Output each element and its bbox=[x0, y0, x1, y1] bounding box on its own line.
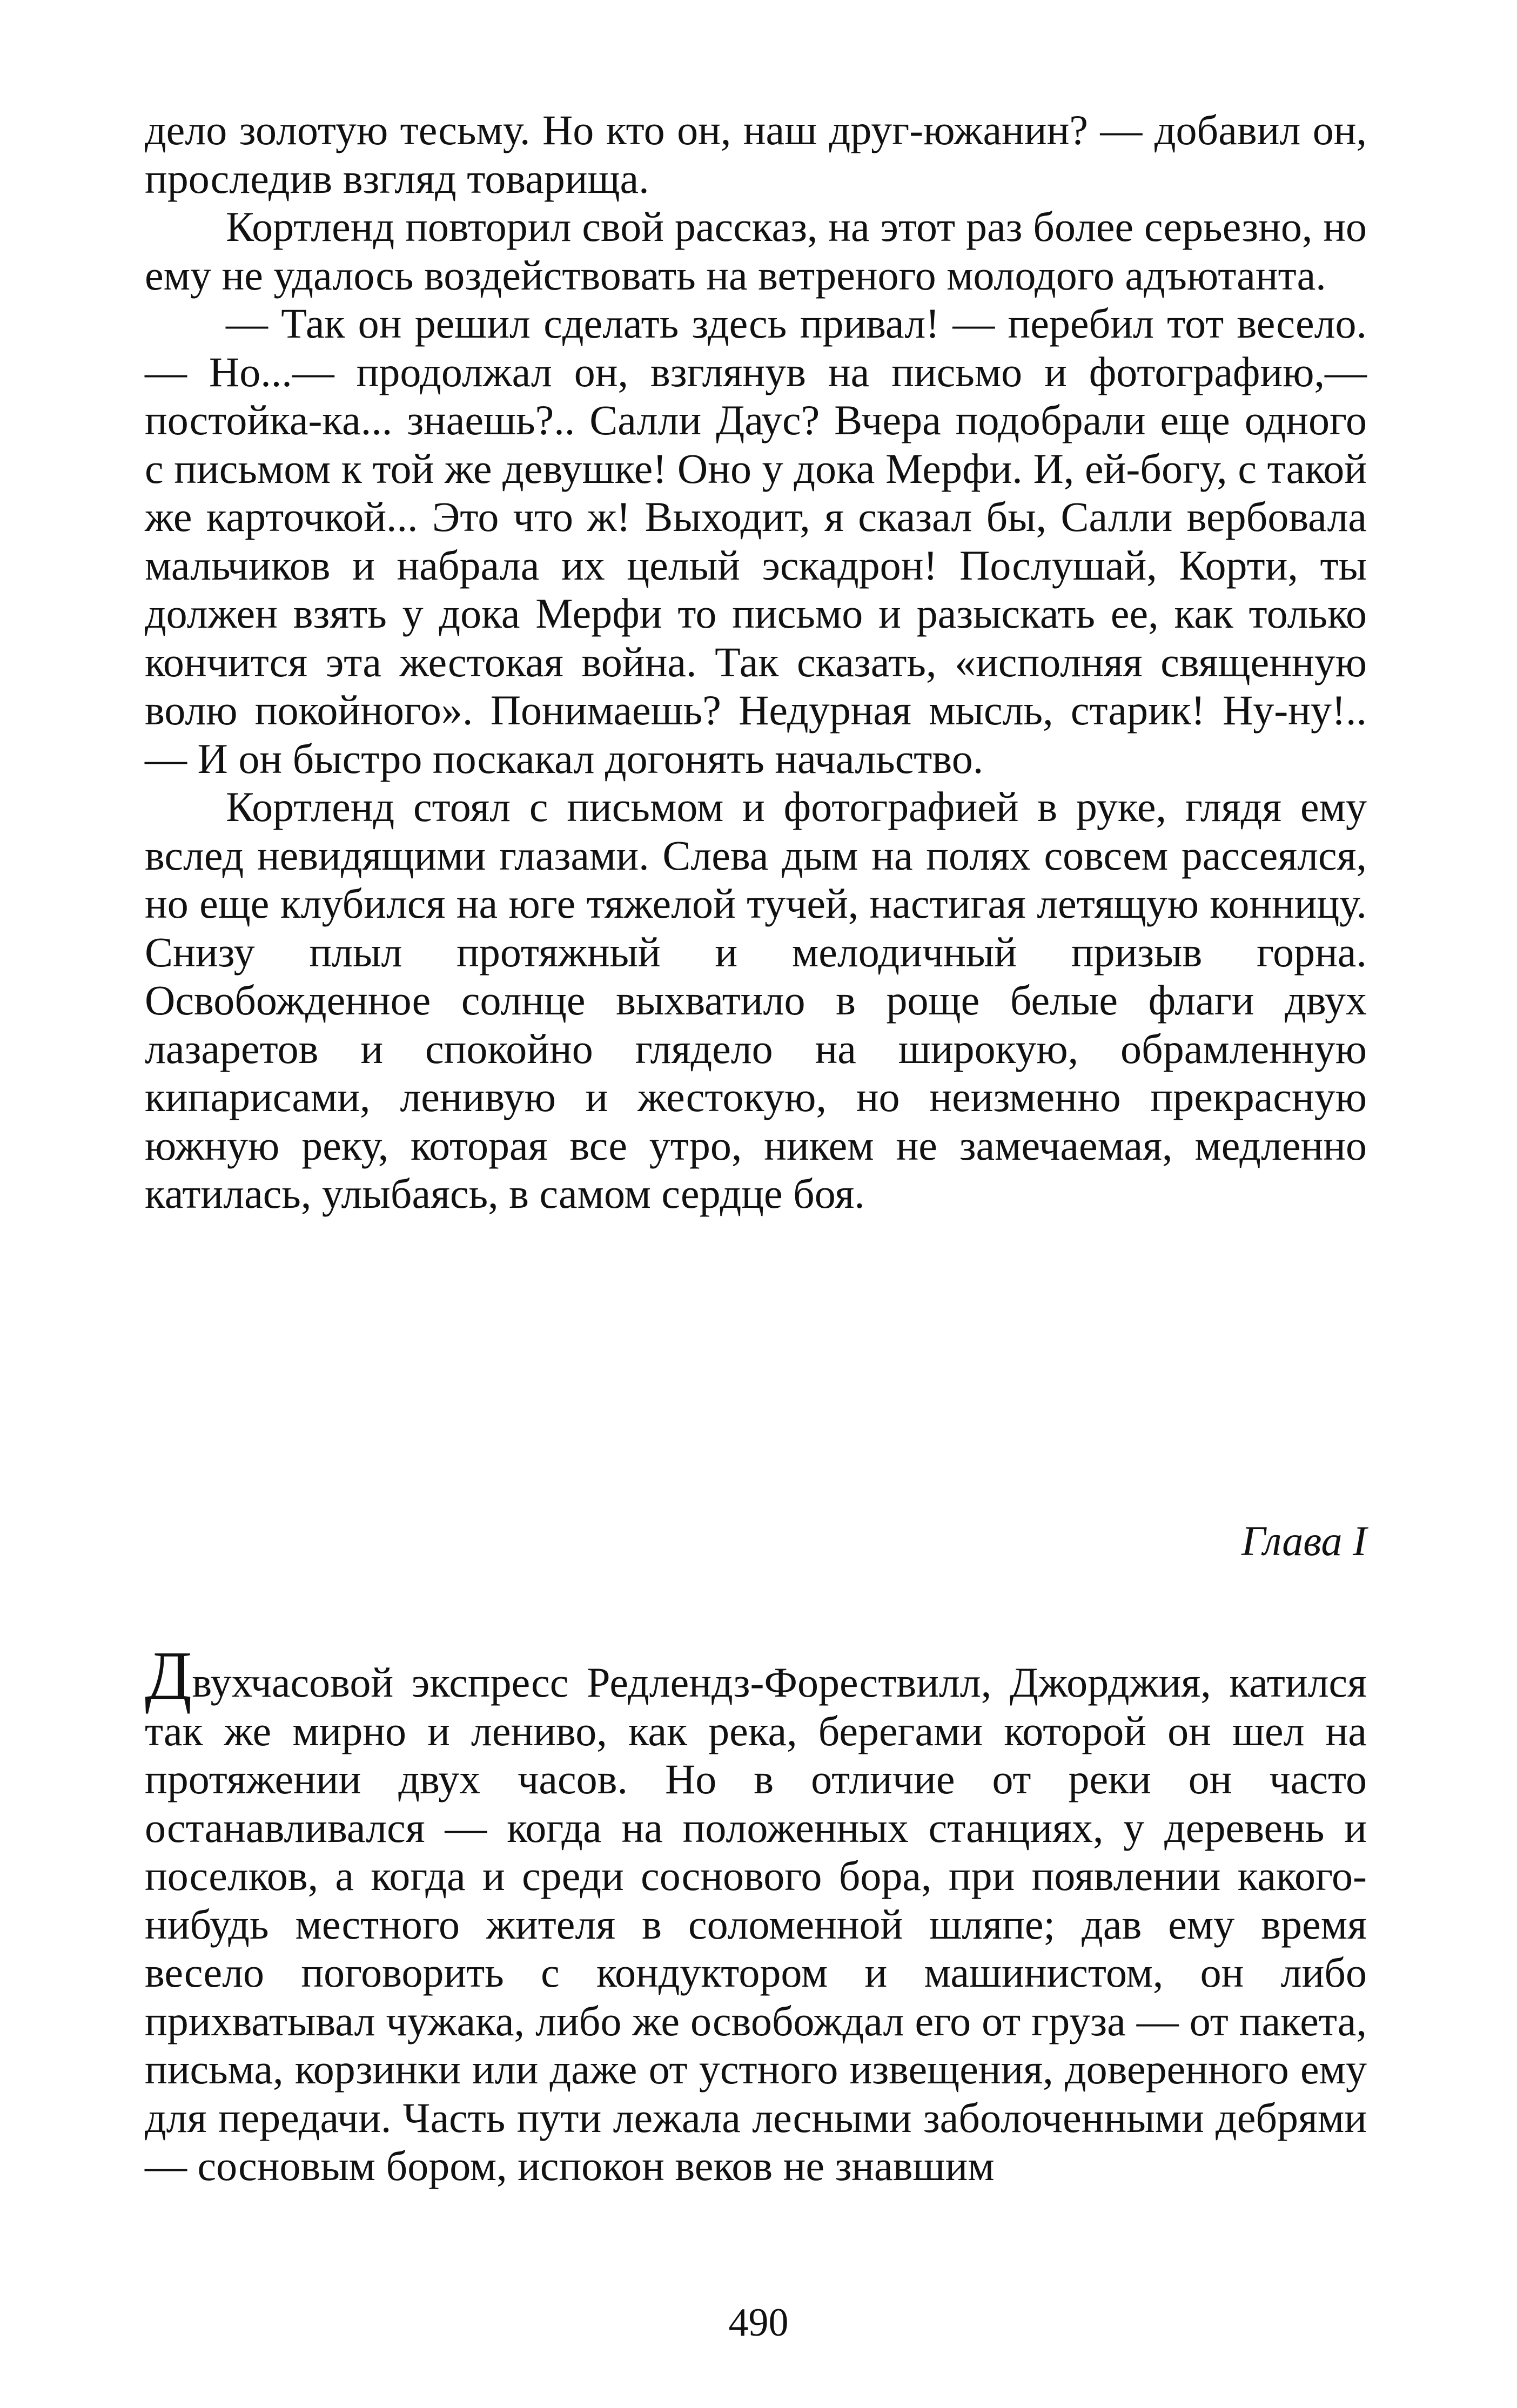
page-number: 490 bbox=[728, 2301, 789, 2345]
text-block-chapter bbox=[145, 1637, 1367, 2190]
paragraph-continuation: дело золотую тесьму. Но кто он, наш друг-южанин? — добавил он, проследив взгляд товарища. bbox=[145, 106, 1367, 202]
text-block-top bbox=[145, 106, 1367, 1218]
drop-cap-letter: Д bbox=[145, 1637, 192, 1714]
chapter-first-paragraph-text: вухчасовой экспресс Редлендз-Форествилл, Джорджия, катился так же мирно и лениво, как река, берегами которой он шел на протяжении двух часов. Но в отличие от реки он часто останавливался — когда на положенных станциях, у деревень и поселков, а когда и среди соснового бора, при появлении какого-нибудь местного жителя в соломенной шляпе; дав ему время весело поговорить с кондуктором и машинистом, он либо прихватывал чужака, либо же освобождал его от груза — от пакета, письма, корзинки или даже от устного извещения, доверенного ему для передачи. Часть пути лежала лесными заболоченными дебрями — сосновым бором, испокон веков не знавшим bbox=[145, 1659, 1367, 2189]
paragraph-kortlend-repeated: Кортленд повторил свой рассказ, на этот раз более серьезно, но ему не удалось воздействовать на ветреного молодого адъютанта. bbox=[145, 203, 1367, 299]
paragraph-dialogue: — Так он решил сделать здесь привал! — перебил тот весело.— Но...— продолжал он, взглянув на письмо и фотографию,— постойка-ка... знаешь?.. Салли Даус? Вчера подобрали еще одного с письмом к той же девушке! Оно у дока Мерфи. И, ей-богу, с такой же карточкой... Это что ж! Выходит, я сказал бы, Салли вербовала мальчиков и набрала их целый эскадрон! Послушай, Корти, ты должен взять у дока Мерфи то письмо и разыскать ее, как только кончится эта жестокая война. Так сказать, «исполняя священную волю покойного». Понимаешь? Недурная мысль, старик! Ну-ну!..— И он быстро поскакал догонять начальство. bbox=[145, 300, 1367, 782]
paragraph-kortlend-stood: Кортленд стоял с письмом и фотографией в руке, глядя ему вслед невидящими глазами. Слева дым на полях совсем рассеялся, но еще клубился на юге тяжелой тучей, настигая летящую конницу. Снизу плыл протяжный и мелодичный призыв горна. Освобожденное солнце выхватило в роще белые флаги двух лазаретов и спокойно глядело на широкую, обрамленную кипарисами, ленивую и жестокую, но неизменно прекрасную южную реку, которая все утро, никем не замечаемая, медленно катилась, улыбаясь, в самом сердце боя. bbox=[145, 783, 1367, 1217]
chapter-heading: Глава I bbox=[1241, 1517, 1367, 1564]
chapter-first-paragraph bbox=[145, 1637, 1367, 2190]
